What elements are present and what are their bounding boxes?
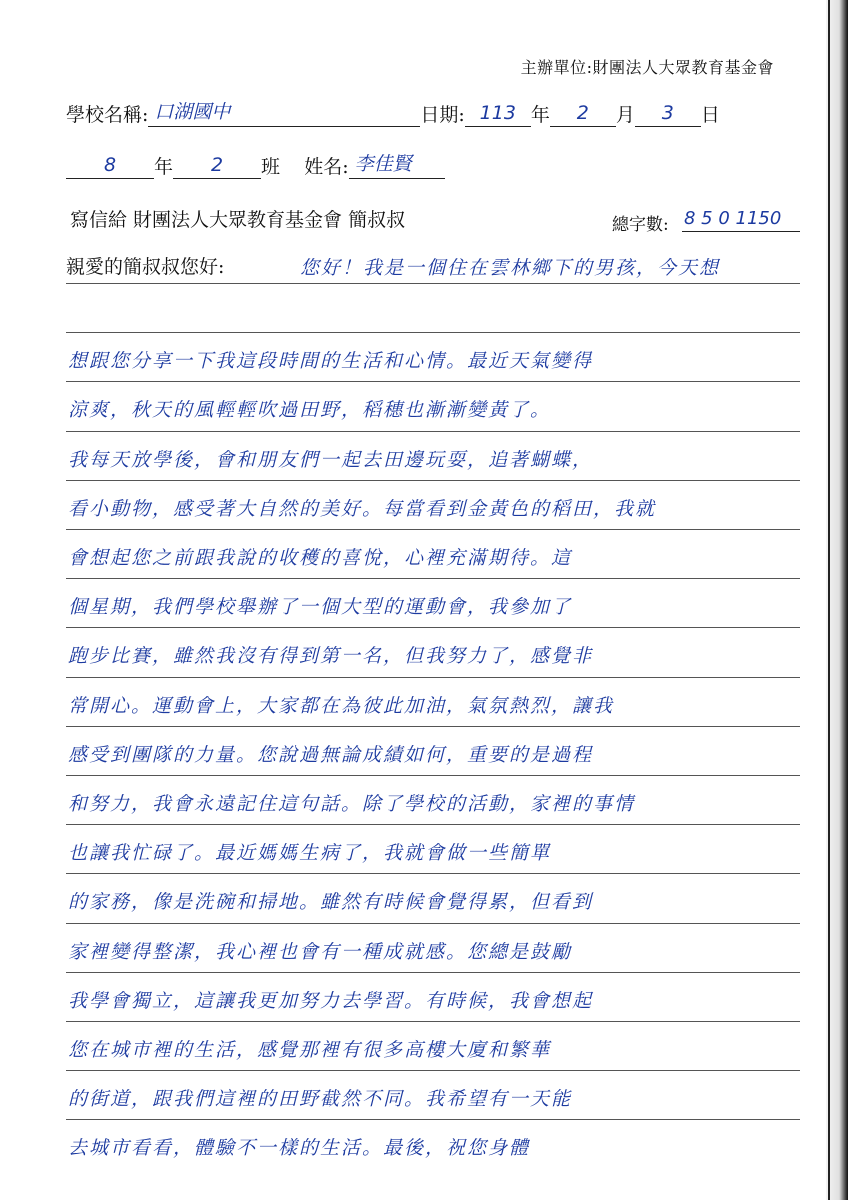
name-label: 姓名:: [304, 156, 349, 178]
ruled-line: [66, 627, 800, 628]
ruled-line: [66, 332, 800, 333]
year-label: 年: [530, 104, 550, 126]
handwritten-line: 家裡變得整潔，我心裡也會有一種成就感。您總是鼓勵: [68, 940, 573, 963]
handwritten-line: 也讓我忙碌了。最近媽媽生病了，我就會做一些簡單: [68, 842, 552, 865]
handwritten-line: 的街道，跟我們這裡的田野截然不同。我希望有一天能: [68, 1088, 573, 1111]
ruled-line: [66, 283, 800, 284]
handwritten-line: 去城市看看，體驗不一樣的生活。最後，祝您身體: [68, 1137, 531, 1160]
school-label: 學校名稱:: [66, 104, 149, 126]
name-value: 李佳賢: [354, 153, 412, 175]
handwritten-line: 跑步比賽，雖然我沒有得到第一名，但我努力了，感覺非: [68, 645, 594, 668]
grade-label: 年: [154, 156, 174, 178]
handwritten-line: 個星期，我們學校舉辦了一個大型的運動會，我參加了: [68, 596, 573, 619]
month-value: 2: [576, 102, 589, 124]
year-value: 113: [479, 102, 516, 124]
ruled-line: [66, 480, 800, 481]
ruled-line: [66, 431, 800, 432]
handwritten-line: 您在城市裡的生活，感覺那裡有很多高樓大廈和繁華: [68, 1039, 552, 1061]
date-label: 日期:: [420, 104, 465, 126]
ruled-line: [66, 529, 800, 530]
class-value: 2: [210, 154, 224, 176]
greeting-label: 親愛的簡叔叔您好:: [66, 256, 225, 278]
handwritten-line: 我每天放學後，會和朋友們一起去田邊玩耍，追著蝴蝶，: [68, 448, 594, 471]
ruled-line: [66, 677, 800, 678]
month-label: 月: [615, 104, 635, 126]
ruled-line: [66, 873, 800, 874]
ruled-line: [66, 923, 800, 924]
handwritten-line: 和努力，我會永遠記住這句話。除了學校的活動，家裡的事情: [68, 793, 636, 815]
word-count-label: 總字數:: [612, 215, 669, 235]
grade-value: 8: [103, 154, 117, 176]
ruled-line: [66, 1070, 800, 1071]
handwritten-line: 想跟您分享一下我這段時間的生活和心情。最近天氣變得: [68, 350, 594, 373]
handwritten-line: 的家務，像是洗碗和掃地。雖然有時候會覺得累，但看到: [68, 891, 594, 914]
handwritten-line: 您好！我是一個住在雲林鄉下的男孩，今天想: [300, 257, 721, 279]
organizer-label: 主辦單位:財團法人大眾教育基金會: [520, 58, 774, 77]
handwritten-line: 我學會獨立，這讓我更加努力去學習。有時候，我會想起: [68, 989, 594, 1012]
ruled-line: [66, 578, 800, 579]
class-label: 班: [261, 156, 281, 178]
handwritten-line: 涼爽，秋天的風輕輕吹過田野，稻穗也漸漸變黃了。: [68, 399, 552, 422]
handwritten-line: 會想起您之前跟我說的收穫的喜悅，心裡充滿期待。這: [68, 547, 573, 569]
word-count-value: 8 5 0 1150: [684, 208, 782, 229]
school-value: 口湖國中: [154, 101, 231, 123]
ruled-line: [66, 381, 800, 382]
handwritten-line: 看小動物，感受著大自然的美好。每當看到金黃色的稻田，我就: [68, 497, 657, 520]
ruled-line: [66, 824, 800, 825]
handwritten-line: 常開心。運動會上，大家都在為彼此加油，氣氛熱烈，讓我: [68, 694, 615, 717]
ruled-line: [66, 726, 800, 727]
ruled-line: [66, 1021, 800, 1022]
day-value: 3: [661, 102, 674, 124]
ruled-line: [66, 1119, 800, 1120]
day-label: 日: [700, 104, 720, 126]
letter-title: 寫信給 財團法人大眾教育基金會 簡叔叔: [70, 209, 406, 231]
ruled-line: [66, 775, 800, 776]
ruled-line: [66, 972, 800, 973]
handwritten-line: 感受到團隊的力量。您說過無論成績如何，重要的是過程: [68, 743, 594, 766]
